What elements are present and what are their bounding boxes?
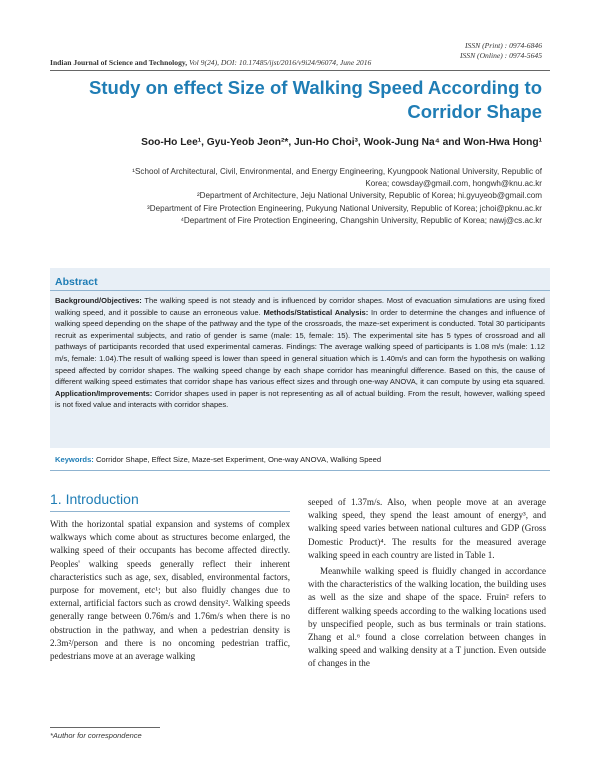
issn-online: ISSN (Online) : 0974-5645 [459, 51, 542, 60]
section-divider [50, 511, 290, 512]
issn-print: ISSN (Print) : 0974-6846 [465, 41, 542, 50]
abstract-methods-label: Methods/Statistical Analysis: [263, 307, 369, 317]
title-line-2: Corridor Shape [407, 101, 542, 122]
affiliation-line: ⁴Department of Fire Protection Engineering, Changshin University, Republic of Korea; nawj@cs.ac.kr [180, 215, 542, 225]
body-paragraph: With the horizontal spatial expansion and systems of complex walkways which come about as structures become enlarged, the walking speed of their occupants has become affected directly. Peoples' walking speeds generally reflect their inherent characteristics such as age, sex, disabled, environmental factors, purpose for movement, etc¹; but also fluidly changes due to external, artificial factors such as crowd density². Walking speeds generally range between 0.76m/s and 1.76m/s when there is no obstruction in the pathway, and when a pedestrian density is 2.3m²/person and there is no oncoming pedestrian traffic, pedestrians move at an average walking [50, 519, 290, 662]
abstract-body [55, 295, 545, 411]
abstract-application-text: Corridor shapes used in paper is not representing as all of actual building. From the result, however, walking speed is not fixed value and interacts with corridor shapes. [55, 388, 545, 410]
header-rule [50, 70, 550, 71]
keywords-divider [50, 470, 550, 471]
abstract-background-label: Background/Objectives: [55, 296, 142, 305]
paper-title [50, 76, 542, 124]
affiliation-line: Korea; cowsday@gmail.com, hongwh@knu.ac.kr [365, 179, 542, 189]
keywords-label: Keywords: [55, 455, 94, 464]
journal-details: Vol 9(24), DOI: 10.17485/ijst/2016/v9i24/96074, June 2016 [187, 58, 372, 67]
journal-name: Indian Journal of Science and Technology, [50, 58, 188, 67]
right-column [308, 496, 546, 671]
affiliation-line: ¹School of Architectural, Civil, Environmental, and Energy Engineering, Kyungpook National University, Republic of [132, 167, 542, 176]
affiliation-line: ²Department of Architecture, Jeju National University, Republic of Korea; hi.gyuyeob@gmail.com [196, 191, 542, 201]
author-list: Soo-Ho Lee¹, Gyu-Yeob Jeon²*, Jun-Ho Choi³, Wook-Jung Na⁴ and Won-Hwa Hong¹ [141, 137, 542, 148]
abstract-heading: Abstract [55, 276, 98, 288]
footnote-rule [50, 727, 160, 728]
keywords-text: Corridor Shape, Effect Size, Maze-set Experiment, One-way ANOVA, Walking Speed [93, 455, 382, 464]
affiliation-line: ³Department of Fire Protection Engineering, Pukyung National University, Republic of Korea; jchoi@pknu.ac.kr [147, 203, 542, 213]
abstract-application-label: Application/Improvements: [55, 388, 153, 398]
footnote-correspondence: *Author for correspondence [50, 731, 142, 740]
body-paragraph: seeped of 1.37m/s. Also, when people move at an average walking speed, they spend the least amount of energy³, and walking speed varies between national cultures and GDP (Gross Domestic Product)⁴. The results for the measured average walking speed in each country are listed in Table 1. [308, 497, 546, 560]
affiliations [50, 166, 542, 227]
abstract-divider [50, 290, 550, 291]
keywords [55, 455, 381, 464]
abstract-methods-text: In order to determine the changes and influence of walking speed depending on the shape of the pathway and the type of the crossroads, the maze-set experiment is conducted. Total 30 participants recruit as experimental subjects, and ratio of gender is same (male: 15, female: 15). The experimental site has 5 types of crossroad and all pathways of participants recorded that used experimental cameras. Findings: The average walking speed of participants is 1.08 m/s (male: 1.12 m/s, female: 1.04).The result of walking speed is lower than speed in general situation which is 1.40m/s and can form the hypothesis on walking speed affected by corridor shapes. The walking speed change by each shape corridor has meaningful difference. Based on this, the cause of different walking speed estimates that corridor shape has various effect sizes and through one-way ANOVA, it can compute by using eta squared. [55, 307, 545, 387]
body-paragraph: Meanwhile walking speed is fluidly changed in accordance with the characteristics of the walking location, the building uses as well as the size and shape of the space. Fruin² refers to different walking speeds according to the walking locations used by unspecified people, such as bus terminals or train stations. Zhang et al.⁶ found a close correlation between changes in walking speed and walking density at a T junction. Even outside of changes in the [308, 566, 546, 669]
journal-citation [50, 58, 371, 67]
title-line-1: Study on effect Size of Walking Speed According to [89, 77, 542, 98]
abstract-background-text: The walking speed is not steady and is influenced by corridor shapes. Most of evacuation simulations are using fixed walking speed, and it possible to cause an erroneous value. [55, 296, 545, 317]
issn-block [460, 41, 542, 61]
section-heading-introduction: 1. Introduction [50, 491, 139, 507]
left-column [50, 518, 290, 663]
